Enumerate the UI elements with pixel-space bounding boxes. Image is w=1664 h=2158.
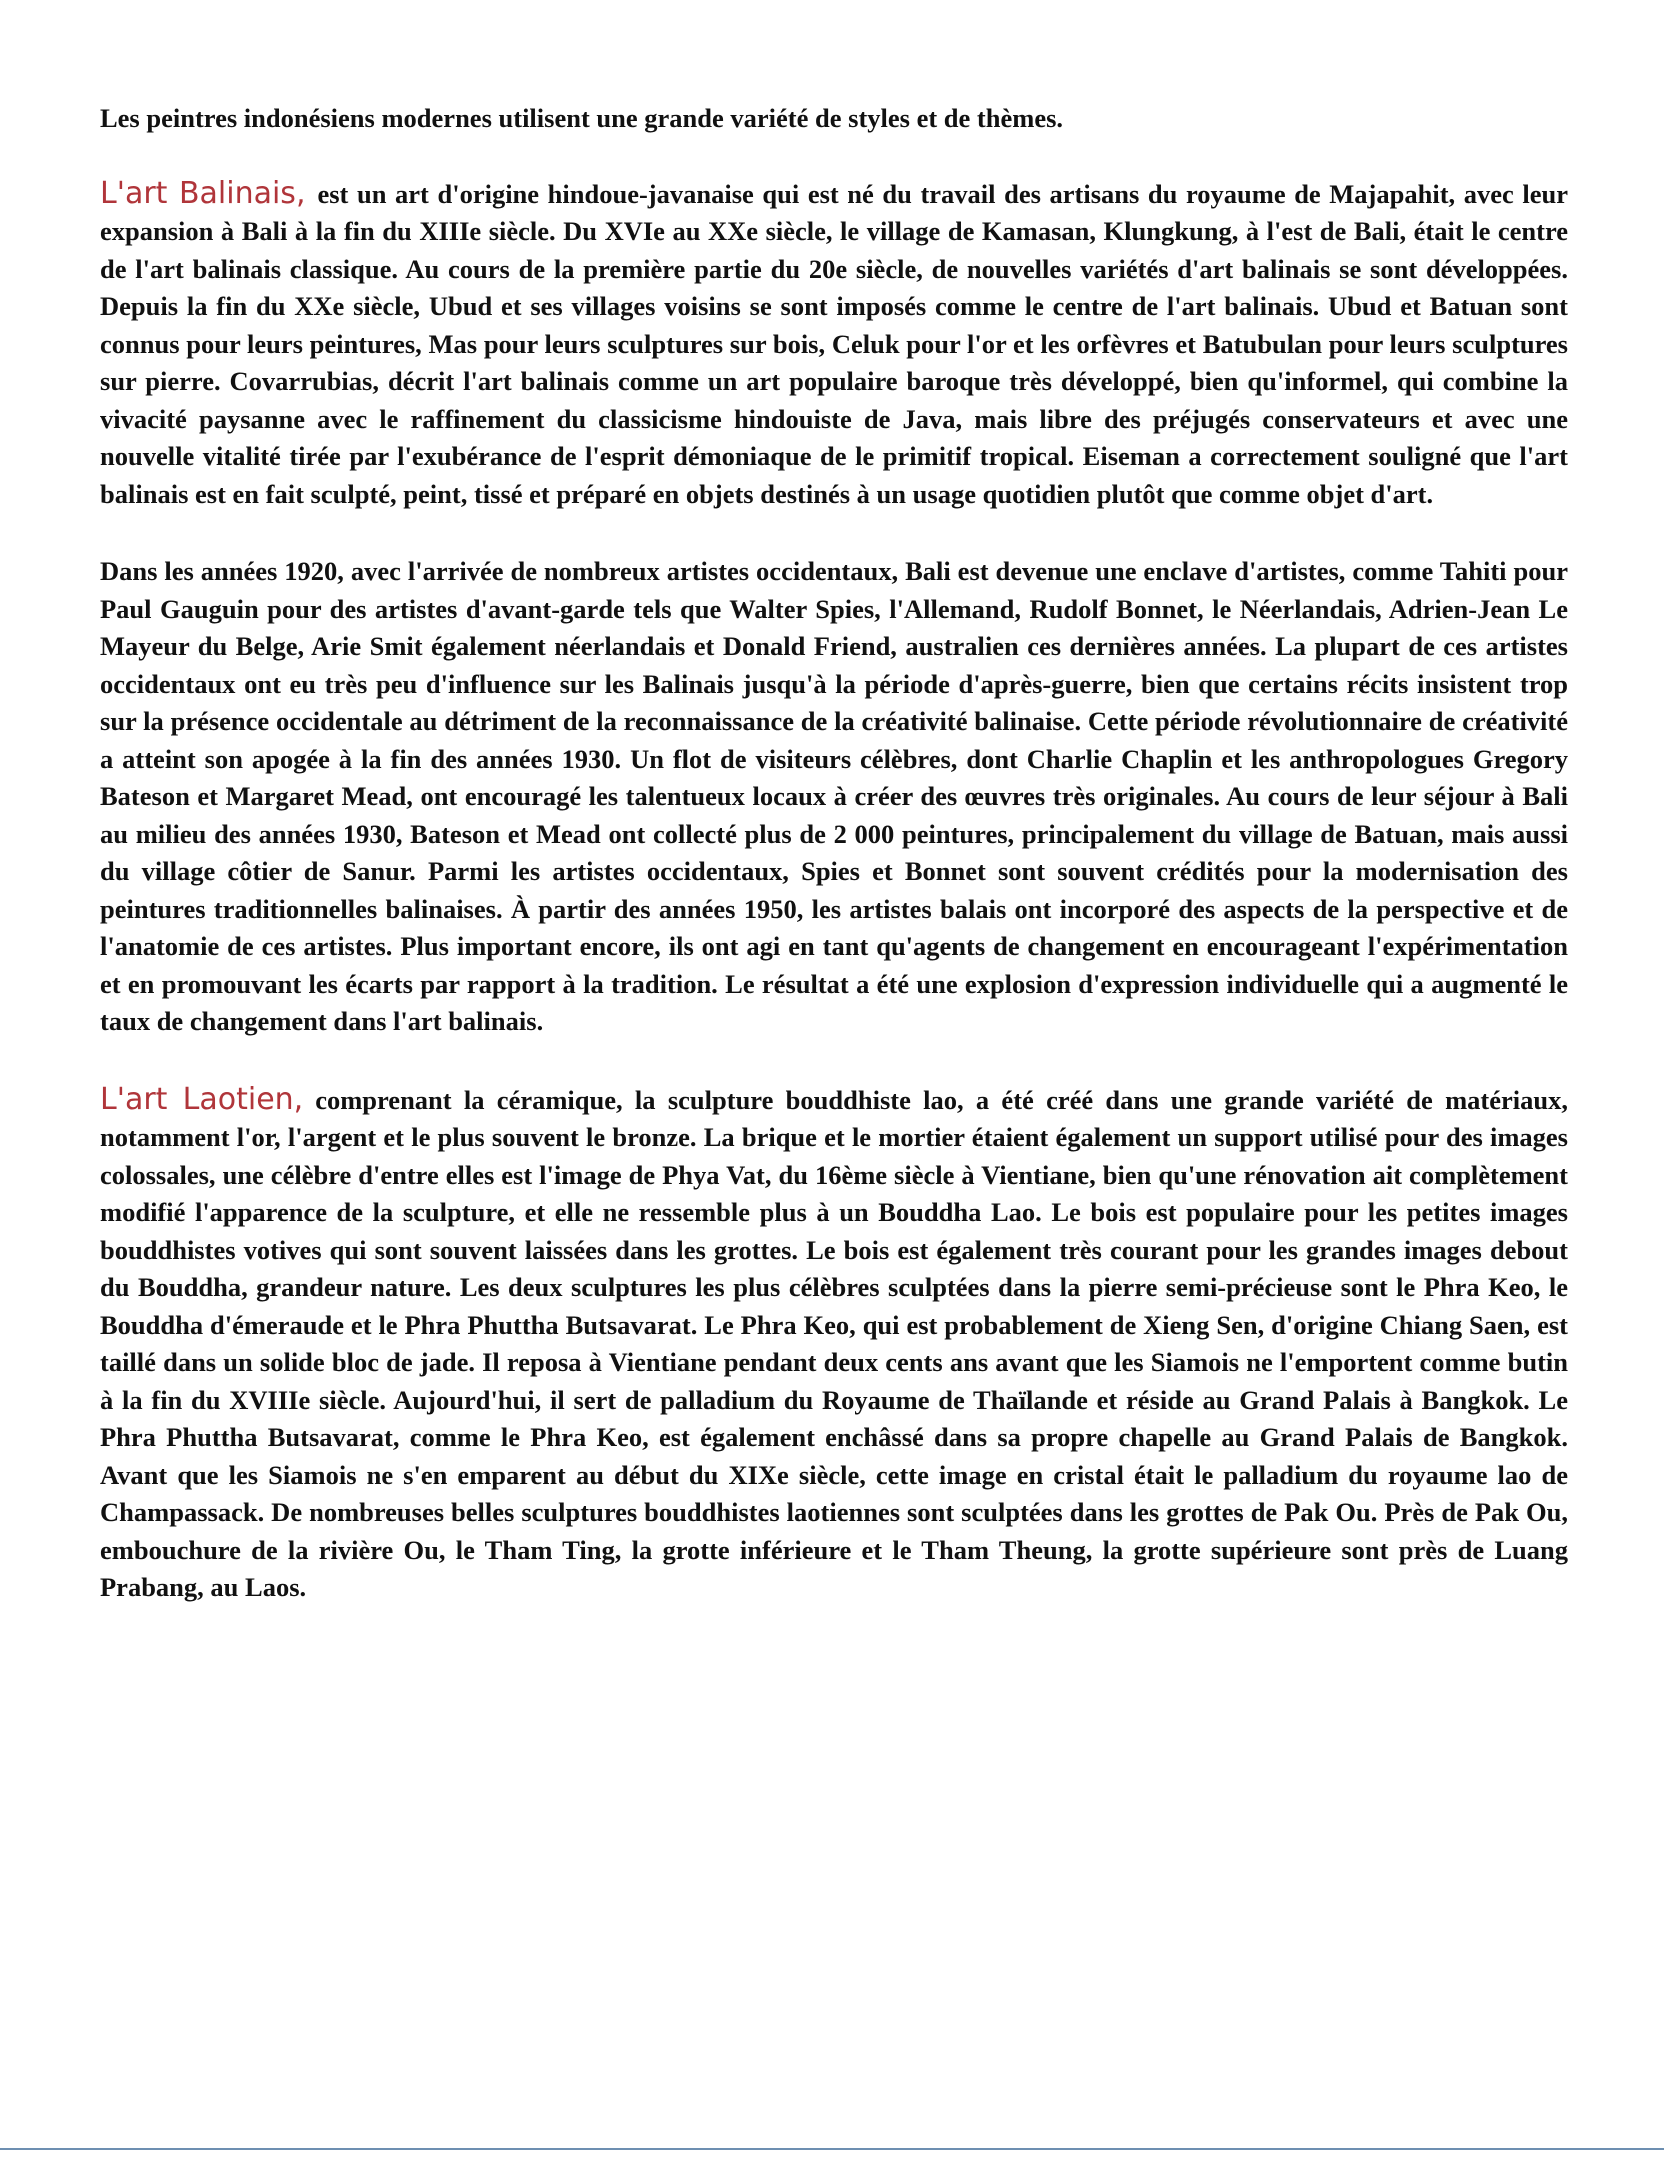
document-page xyxy=(100,100,1568,1607)
section-balinese-art xyxy=(100,175,1568,514)
bottom-divider xyxy=(0,2148,1664,2150)
western-artists-paragraph: Dans les années 1920, avec l'arrivée de nombreux artistes occidentaux, Bali est devenue une enclave d'artistes, comme Tahiti pour Paul Gauguin pour des artistes d'avant-garde tels que Walter Spies, l'Allemand, Rudolf Bonnet, le Néerlandais, Adrien-Jean Le Mayeur du Belge, Arie Smit également néerlandais et Donald Friend, australien ces dernières années. La plupart de ces artistes occidentaux ont eu très peu d'influence sur les Balinais jusqu'à la période d'après-guerre, bien que certains récits insistent trop sur la présence occidentale au détriment de la reconnaissance de la créativité balinaise. Cette période révolutionnaire de créativité a atteint son apogée à la fin des années 1930. Un flot de visiteurs célèbres, dont Charlie Chaplin et les anthropologues Gregory Bateson et Margaret Mead, ont encouragé les talentueux locaux à créer des œuvres très originales. Au cours de leur séjour à Bali au milieu des années 1930, Bateson et Mead ont collecté plus de 2 000 peintures, principalement du village de Batuan, mais aussi du village côtier de Sanur. Parmi les artistes occidentaux, Spies et Bonnet sont souvent crédités pour la modernisation des peintures traditionnelles balinaises. À partir des années 1950, les artistes balais ont incorporé des aspects de la perspective et de l'anatomie de ces artistes. Plus important encore, ils ont agi en tant qu'agents de changement en encourageant l'expérimentation et en promouvant les écarts par rapport à la tradition. Le résultat a été une explosion d'expression individuelle qui a augmenté le taux de changement dans l'art balinais. xyxy=(100,556,1568,1036)
balinese-text: est un art d'origine hindoue-javanaise qui est né du travail des artisans du royaume de Majapahit, avec leur expansion à Bali à la fin du XIIIe siècle. Du XVIe au XXe siècle, le village de Kamasan, Klungkung, à l'est de Bali, était le centre de l'art balinais classique. Au cours de la première partie du 20e siècle, de nouvelles variétés d'art balinais se sont développées. Depuis la fin du XXe siècle, Ubud et ses villages voisins se sont imposés comme le centre de l'art balinais. Ubud et Batuan sont connus pour leurs peintures, Mas pour leurs sculptures sur bois, Celuk pour l'or et les orfèvres et Batubulan pour leurs sculptures sur pierre. Covarrubias, décrit l'art balinais comme un art populaire baroque très développé, bien qu'informel, qui combine la vivacité paysanne avec le raffinement du classicisme hindouiste de Java, mais libre des préjugés conservateurs et avec une nouvelle vitalité tirée par l'exubérance de l'esprit démoniaque de le primitif tropical. Eiseman a correctement souligné que l'art balinais est en fait sculpté, peint, tissé et préparé en objets destinés à un usage quotidien plutôt que comme objet d'art. xyxy=(100,178,1568,509)
laotian-text: comprenant la céramique, la sculpture bouddhiste lao, a été créé dans une grande variété de matériaux, notamment l'or, l'argent et le plus souvent le bronze. La brique et le mortier étaient également un support utilisé pour des images colossales, une célèbre d'entre elles est l'image de Phya Vat, du 16ème siècle à Vientiane, bien qu'une rénovation ait complètement modifié l'apparence de la sculpture, et elle ne ressemble plus à un Bouddha Lao. Le bois est populaire pour les petites images bouddhistes votives qui sont souvent laissées dans les grottes. Le bois est également très courant pour les grandes images debout du Bouddha, grandeur nature. Les deux sculptures les plus célèbres sculptées dans la pierre semi-précieuse sont le Phra Keo, le Bouddha d'émeraude et le Phra Phuttha Butsavarat. Le Phra Keo, qui est probablement de Xieng Sen, d'origine Chiang Saen, est taillé dans un solide bloc de jade. Il reposa à Vientiane pendant deux cents ans avant que les Siamois ne l'emportent comme butin à la fin du XVIIIe siècle. Aujourd'hui, il sert de palladium du Royaume de Thaïlande et réside au Grand Palais à Bangkok. Le Phra Phuttha Butsavarat, comme le Phra Keo, est également enchâssé dans sa propre chapelle au Grand Palais de Bangkok. Avant que les Siamois ne s'en emparent au début du XIXe siècle, cette image en cristal était le palladium du royaume lao de Champassack. De nombreuses belles sculptures bouddhistes laotiennes sont sculptées dans les grottes de Pak Ou. Près de Pak Ou, embouchure de la rivière Ou, le Tham Ting, la grotte inférieure et le Tham Theung, la grotte supérieure sont près de Luang Prabang, au Laos. xyxy=(100,1084,1568,1602)
intro-paragraph: Les peintres indonésiens modernes utilisent une grande variété de styles et de thèmes. xyxy=(100,103,1064,133)
section-heading-laotian: L'art Laotien, xyxy=(100,1081,304,1117)
balinese-paragraph xyxy=(100,175,1568,514)
section-laotian-art xyxy=(100,1081,1568,1607)
section-heading-balinese: L'art Balinais, xyxy=(100,175,306,211)
section-western-artists xyxy=(100,553,1568,1041)
laotian-paragraph xyxy=(100,1081,1568,1607)
